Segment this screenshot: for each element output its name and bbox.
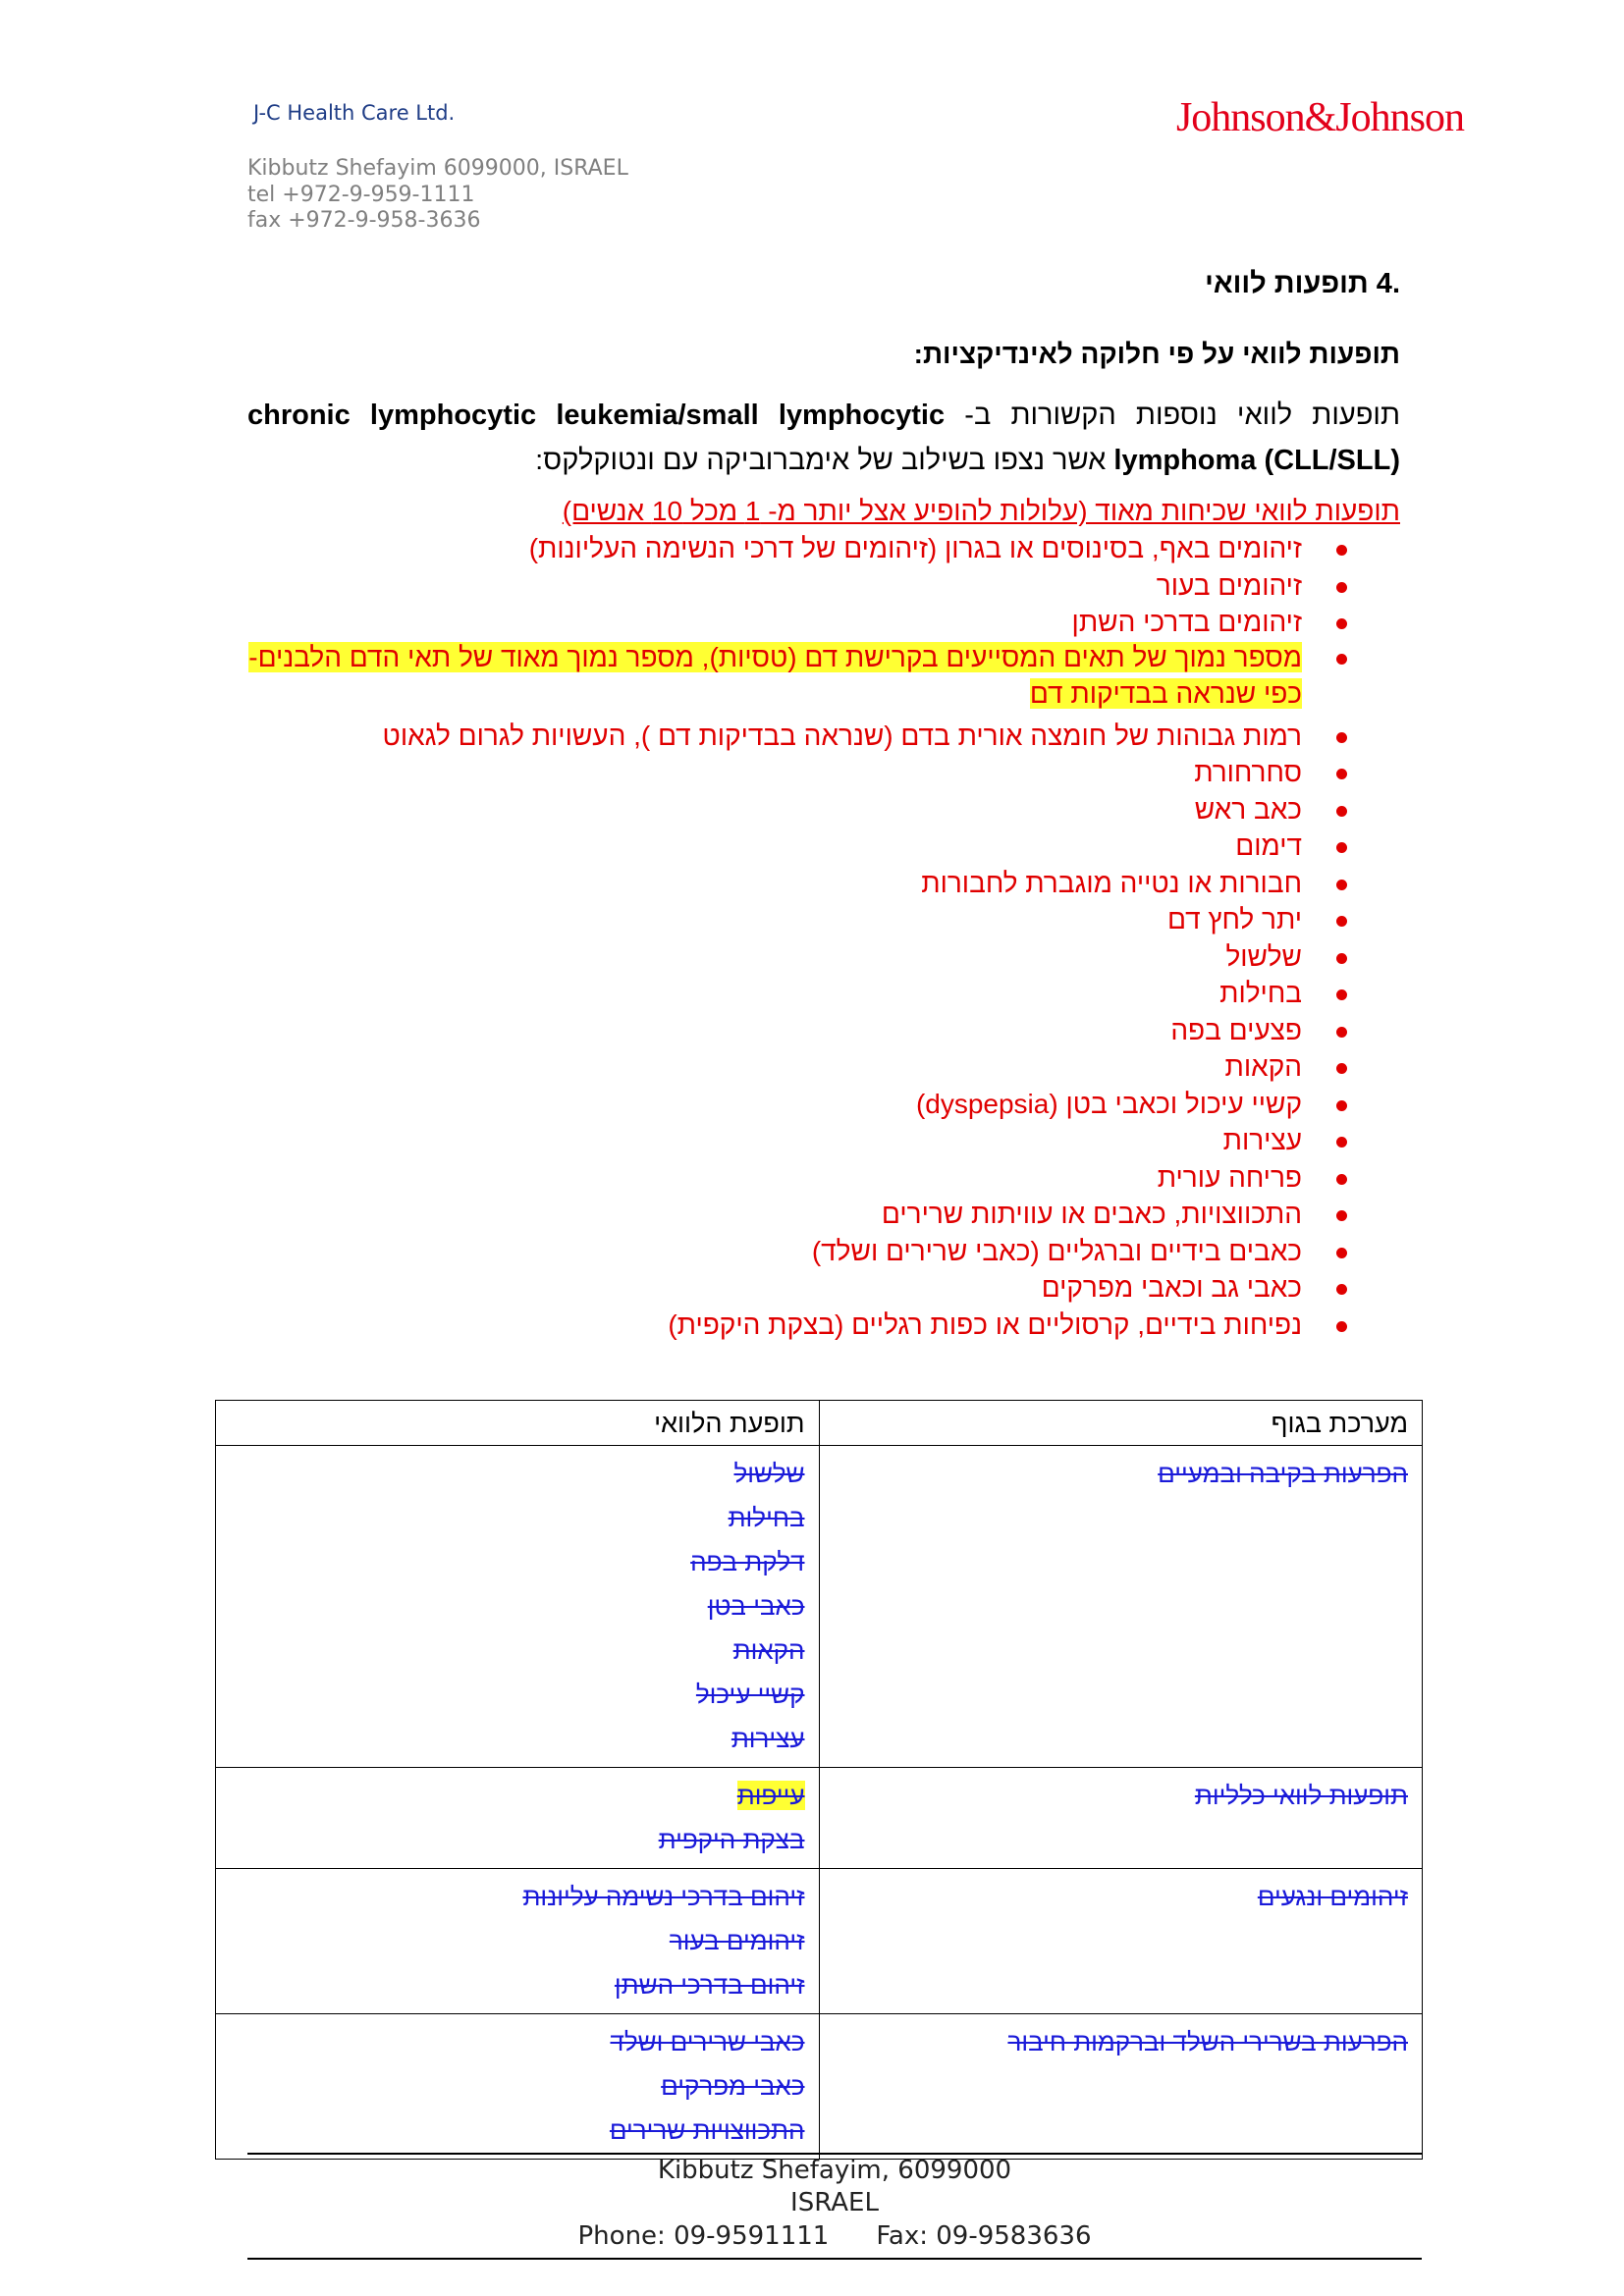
list-item-text: עצירות [1222, 1125, 1302, 1155]
side-effect-text [230, 1540, 805, 1584]
body-system-cell [819, 2014, 1423, 2160]
bullet-icon [1336, 1100, 1347, 1111]
footer-contact [247, 2221, 1422, 2251]
bullet-icon [1336, 953, 1347, 964]
side-effect-text [230, 1584, 805, 1629]
side-effect-label: זיהום בדרכי נשימה עליונות [522, 1882, 805, 1911]
side-effect-label: הקאות [732, 1635, 805, 1665]
side-effect-label: עייפות [736, 1781, 805, 1810]
brand-logo: Johnson&Johnson [1175, 95, 1464, 140]
side-effects-list [222, 530, 1400, 1343]
table-header-row [216, 1401, 1423, 1446]
list-item [222, 1233, 1400, 1270]
intro-indication: chronic lymphocytic leukemia/small lymphocytic lymphoma (CLL/SLL) [247, 400, 1400, 476]
bullet-icon [1336, 618, 1347, 629]
side-effect-label: בצקת היקפית [658, 1825, 805, 1854]
side-effect-label: כאבי שרירים ושלד [610, 2027, 805, 2056]
footer-address: Kibbutz Shefayim, 6099000 [657, 2156, 1012, 2185]
body-system-cell [819, 1768, 1423, 1869]
side-effects-table [215, 1400, 1423, 2160]
list-item-text: יתר לחץ דם [1166, 904, 1302, 934]
list-item [222, 1012, 1400, 1049]
bullet-icon [1336, 1248, 1347, 1258]
footer-divider-top [247, 2153, 1422, 2155]
bullet-icon [1336, 842, 1347, 853]
side-effect-text [230, 1818, 805, 1862]
side-effect-text [230, 2020, 805, 2064]
bullet-icon [1336, 732, 1347, 743]
side-effect-text [230, 1919, 805, 1963]
list-item-text: זיהומים בעור [1156, 569, 1302, 601]
list-item [222, 567, 1400, 605]
list-item [222, 530, 1400, 567]
side-effect-label: עצירות [731, 1724, 805, 1753]
list-item [222, 1086, 1400, 1123]
intro-paragraph [247, 393, 1400, 483]
side-effect-text [230, 2109, 805, 2153]
side-effect-label: בחילות [728, 1503, 805, 1532]
bullet-icon [1336, 1284, 1347, 1295]
side-effect-label: דלקת בפה [690, 1547, 805, 1576]
list-item-text: התכווצויות, כאבים או עוויתות שרירים [881, 1199, 1302, 1229]
list-item-text: פריחה עורית [1157, 1161, 1302, 1193]
list-item [222, 754, 1400, 791]
side-effect-label: כאבי בטן [707, 1591, 805, 1621]
side-effect-label: זיהומים בעור [669, 1926, 805, 1955]
side-effect-text [230, 1496, 805, 1540]
body-system-text: הפרעות בקיבה ובמעיים [1158, 1459, 1408, 1488]
side-effect-text [230, 1629, 805, 1673]
list-item-text: סחרחורת [1194, 757, 1302, 787]
bullet-icon [1336, 769, 1347, 779]
list-item-text: כאבי גב וכאבי מפרקים [1041, 1272, 1302, 1303]
side-effect-label: זיהום בדרכי השתן [614, 1970, 805, 2000]
side-effect-cell [216, 2014, 820, 2160]
list-item-text: קשיי עיכול וכאבי בטן (dyspepsia) [915, 1088, 1302, 1119]
side-effect-text [230, 1717, 805, 1761]
bullet-icon [1336, 1210, 1347, 1221]
footer-country: ISRAEL [790, 2188, 879, 2217]
intro-text-a: תופעות לוואי נוספות הקשורות ב- [945, 400, 1400, 431]
frequency-heading: תופעות לוואי שכיחות מאוד (עלולות להופיע אצל יותר מ- 1 מכל 10 אנשים) [562, 496, 1400, 526]
list-item [222, 865, 1400, 902]
list-item-text: מספר נמוך של תאים המסייעים בקרישת דם (טסיות), מספר נמוך מאוד של תאי הדם הלבנים- כפי שנראה בבדיקות דם [248, 641, 1302, 709]
list-item [222, 718, 1400, 755]
bullet-icon [1336, 1027, 1347, 1038]
side-effect-text [230, 2064, 805, 2109]
bullet-icon [1336, 654, 1347, 665]
list-item-text: בחילות [1219, 978, 1302, 1008]
side-effect-label: כאבי מפרקים [661, 2071, 805, 2101]
list-item-text: נפיחות בידיים, קרסוליים או כפות רגליים (בצקת היקפית) [668, 1308, 1302, 1340]
body-system-text: הפרעות בשרירי השלד וברקמות חיבור [1007, 2027, 1408, 2056]
list-item-text: פצעים בפה [1170, 1014, 1302, 1045]
side-effect-label: שלשול [733, 1459, 805, 1488]
header-body-system: מערכת בגוף [819, 1401, 1423, 1446]
list-item [222, 1307, 1400, 1344]
bullet-icon [1336, 916, 1347, 927]
footer-fax: Fax: 09-9583636 [876, 2221, 1092, 2251]
list-item-text: הקאות [1224, 1051, 1302, 1082]
list-item-text: זיהומים באף, בסינוסים או בגרון (זיהומים של דרכי הנשימה העליונות) [528, 533, 1302, 563]
company-fax: fax +972-9-958-3636 [247, 208, 481, 233]
footer-phone: Phone: 09-9591111 [577, 2221, 830, 2251]
side-effect-text [230, 1875, 805, 1919]
list-item-text: זיהומים בדרכי השתן [1071, 607, 1302, 637]
list-item-text: כאב ראש [1194, 793, 1302, 825]
list-item [222, 828, 1400, 865]
company-address: Kibbutz Shefayim 6099000, ISRAEL [247, 156, 628, 181]
list-item [222, 1122, 1400, 1159]
bullet-icon [1336, 1137, 1347, 1148]
list-item-text: כאבים בידיים וברגליים (כאבי שרירים ושלד) [811, 1235, 1302, 1266]
side-effect-label: התכווצויות שרירים [609, 2115, 805, 2145]
bullet-icon [1336, 989, 1347, 1000]
bullet-icon [1336, 806, 1347, 817]
bullet-icon [1336, 880, 1347, 890]
body-system-text: זיהומים ונגעים [1257, 1882, 1408, 1911]
bullet-icon [1336, 582, 1347, 593]
footer-divider-bottom [247, 2258, 1422, 2260]
bullet-icon [1336, 1174, 1347, 1185]
list-item-text: רמות גבוהות של חומצה אורית בדם (שנראה בבדיקות דם ), העשויות לגרום לגאוט [382, 720, 1302, 751]
company-tel: tel +972-9-959-1111 [247, 183, 475, 207]
list-item [222, 1196, 1400, 1233]
list-item [222, 791, 1400, 828]
side-effect-label: קשיי עיכול [695, 1680, 805, 1709]
body-system-cell [819, 1869, 1423, 2014]
list-item-text: שלשול [1225, 940, 1302, 972]
table-row [216, 1446, 1423, 1768]
side-effect-text [230, 1452, 805, 1496]
company-name: J-C Health Care Ltd. [253, 101, 456, 125]
section-subtitle: תופעות לוואי על פי חלוקה לאינדיקציות: [913, 339, 1400, 369]
list-item-text: דימום [1235, 830, 1302, 861]
side-effect-cell [216, 1446, 820, 1768]
body-system-cell [819, 1446, 1423, 1768]
intro-text-b: אשר נצפו בשילוב של אימברוביקה עם ונטוקלקס: [535, 445, 1114, 476]
list-item [222, 1048, 1400, 1086]
list-item-text: חבורות או נטייה מוגברת לחבורות [921, 867, 1302, 898]
list-item [222, 1269, 1400, 1307]
bullet-icon [1336, 1063, 1347, 1074]
list-item [222, 1159, 1400, 1197]
table-row [216, 1768, 1423, 1869]
side-effect-cell [216, 1869, 820, 2014]
table-row [216, 2014, 1423, 2160]
side-effect-text [230, 1774, 805, 1818]
body-system-text: תופעות לוואי כלליות [1194, 1781, 1408, 1810]
side-effect-text [230, 1963, 805, 2007]
side-effect-text [230, 1673, 805, 1717]
table-row [216, 1869, 1423, 2014]
side-effect-cell [216, 1768, 820, 1869]
list-item [222, 901, 1400, 938]
list-item [222, 604, 1400, 641]
bullet-icon [1336, 1321, 1347, 1332]
list-item [222, 975, 1400, 1012]
header-side-effect: תופעת הלוואי [216, 1401, 820, 1446]
list-item [222, 639, 1400, 712]
list-item [222, 938, 1400, 976]
bullet-icon [1336, 545, 1347, 556]
section-title: .4 תופעות לוואי [1205, 268, 1400, 299]
